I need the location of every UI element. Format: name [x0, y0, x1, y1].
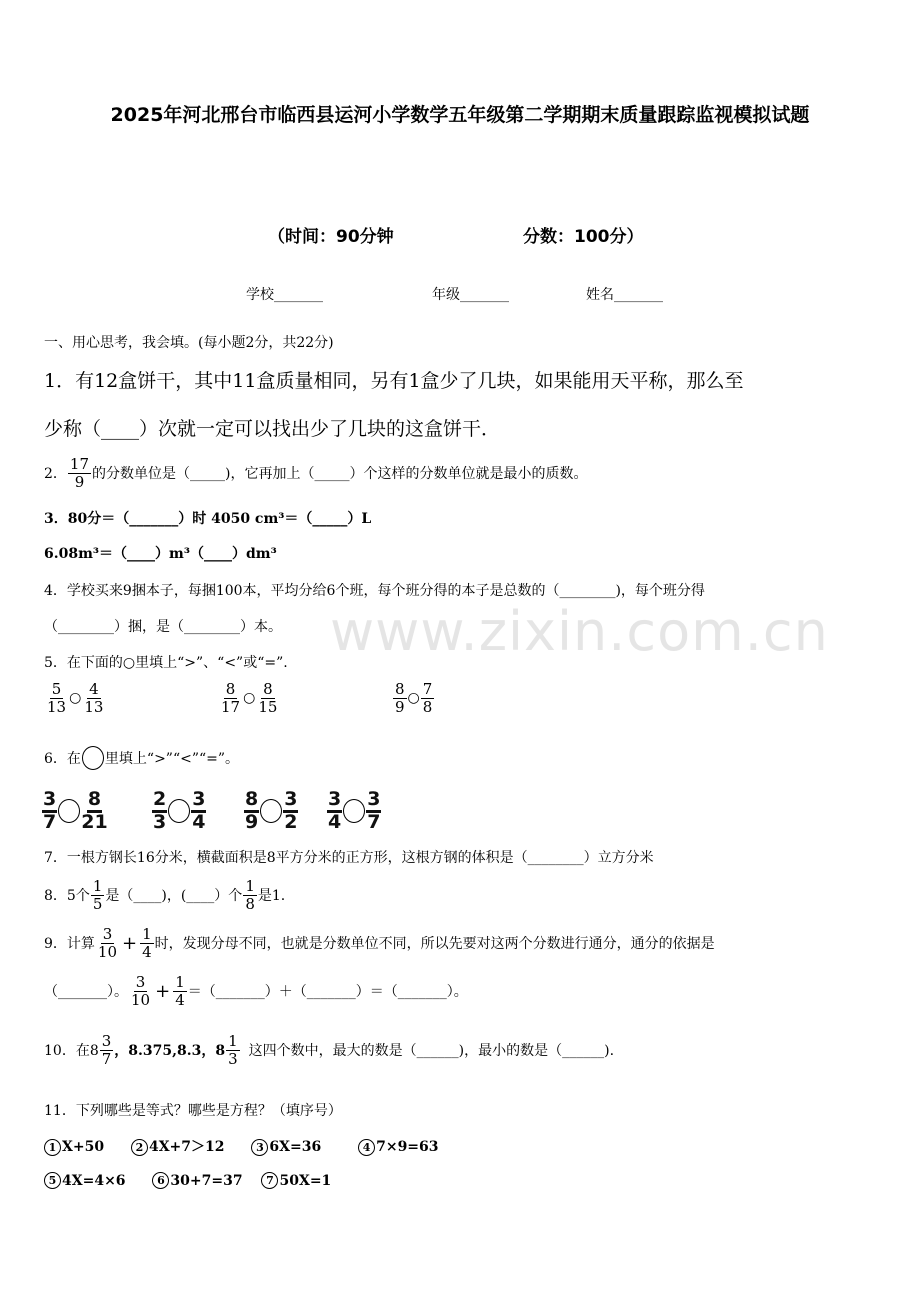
question-10-suffix: 这四个数中，最大的数是（______)，最小的数是（______). — [248, 1043, 615, 1059]
option-text: 4X=4×6 — [62, 1172, 126, 1189]
fraction — [140, 926, 154, 960]
option-3 — [251, 1139, 321, 1155]
denominator: 4 — [328, 810, 342, 833]
fraction — [91, 878, 105, 912]
option-1 — [44, 1139, 104, 1155]
compare-pair-2 — [218, 681, 280, 715]
compare-bold-4 — [327, 790, 381, 833]
fraction — [244, 790, 259, 833]
plus-sign: + — [122, 932, 138, 954]
section-heading: 一、用心思考，我会填。(每小题2分，共22分) — [44, 335, 334, 351]
compare-circle[interactable] — [58, 799, 80, 823]
numerator: 1 — [175, 973, 185, 991]
question-2 — [44, 456, 587, 490]
circled-number: 4 — [358, 1139, 375, 1156]
denominator: 21 — [81, 810, 108, 833]
fraction — [366, 790, 381, 833]
circled-number: 3 — [251, 1139, 268, 1156]
compare-circle[interactable] — [168, 799, 190, 823]
question-8-prefix: 8．5个 — [44, 888, 90, 904]
compare-bold-1 — [42, 790, 108, 833]
denominator: 4 — [192, 810, 206, 833]
option-5 — [44, 1173, 126, 1189]
question-6-suffix: 里填上“>”“<”“=”。 — [104, 751, 240, 767]
name-field[interactable]: 姓名_______ — [586, 287, 663, 303]
page-title: 2025年河北邢台市临西县运河小学数学五年级第二学期期末质量跟踪监视模拟试题 — [110, 104, 810, 126]
option-7 — [261, 1173, 331, 1189]
question-10-prefix: 10．在8 — [44, 1043, 99, 1059]
exam-time: （时间：90分钟 — [268, 227, 394, 247]
question-4-line1: 4．学校买来9捆本子，每捆100本，平均分给6个班，每个班分得的本子是总数的（________)，每个班分得 — [44, 583, 705, 599]
compare-circle[interactable] — [343, 799, 365, 823]
question-3-line1: 3．80分＝（_______）时 4050 cm³＝（_____）L — [44, 511, 372, 527]
fraction — [219, 681, 242, 715]
circled-number: 1 — [44, 1139, 61, 1156]
numerator: 7 — [422, 680, 433, 698]
numerator: 2 — [152, 790, 167, 813]
fraction — [393, 681, 407, 715]
fraction — [96, 926, 119, 960]
denominator: 9 — [74, 472, 85, 491]
compare-bold-3 — [244, 790, 298, 833]
circled-number: 2 — [131, 1139, 148, 1156]
denominator: 3 — [228, 1049, 238, 1068]
option-6 — [152, 1173, 242, 1189]
option-text: X+50 — [62, 1139, 105, 1155]
plus-sign: + — [155, 980, 171, 1002]
compare-bold-2 — [152, 790, 206, 833]
question-4-line2: （________）捆，是（________）本。 — [44, 619, 282, 635]
fraction — [226, 1033, 240, 1067]
question-number: 2． — [44, 466, 67, 482]
question-1-line1: 1．有12盒饼干，其中11盒质量相同，另有1盒少了几块，如果能用天平称，那么至 — [44, 370, 744, 392]
numerator: 1 — [245, 877, 255, 895]
denominator: 9 — [395, 697, 405, 716]
numerator: 5 — [51, 680, 62, 698]
numerator: 8 — [225, 680, 236, 698]
fraction — [68, 456, 91, 490]
watermark: www.zixin.com.cn — [330, 600, 829, 663]
denominator: 7 — [367, 810, 381, 833]
question-9-prefix: 9．计算 — [44, 936, 95, 952]
compare-pair-3 — [392, 681, 435, 715]
option-text: 7×9=63 — [376, 1139, 439, 1155]
question-8-middle: 是（____)，(____）个 — [105, 888, 243, 904]
numerator: 4 — [89, 680, 99, 698]
q11-row-2 — [44, 1172, 331, 1189]
denominator: 10 — [97, 942, 118, 961]
fraction — [81, 790, 107, 833]
circled-number: 6 — [152, 1172, 169, 1189]
question-1-line2: 少称（____）次就一定可以找出少了几块的这盒饼干． — [44, 418, 501, 440]
denominator: 4 — [175, 990, 185, 1009]
denominator: 2 — [284, 810, 298, 833]
circle-icon — [82, 746, 104, 770]
numerator: 17 — [69, 455, 90, 473]
fraction — [421, 681, 435, 715]
denominator: 13 — [47, 697, 67, 716]
option-2 — [131, 1139, 225, 1155]
question-9-line1 — [44, 926, 715, 960]
numerator: 3 — [191, 790, 206, 813]
question-8 — [44, 878, 285, 912]
denominator: 4 — [142, 942, 152, 961]
q11-row-1 — [44, 1136, 439, 1156]
fraction — [42, 790, 57, 833]
numerator: 8 — [244, 790, 259, 813]
numerator: 3 — [135, 973, 146, 991]
fraction — [283, 790, 298, 833]
denominator: 8 — [422, 697, 433, 716]
exam-score: 分数：100分） — [523, 227, 644, 247]
fraction — [256, 681, 279, 715]
denominator: 15 — [258, 697, 278, 716]
circled-number: 7 — [261, 1172, 278, 1189]
question-9-blank: （_______）。 — [44, 984, 128, 1000]
fraction — [173, 974, 187, 1008]
denominator: 8 — [245, 894, 255, 913]
question-5: 5．在下面的○里填上“>”、“<”或“=”. — [44, 655, 288, 671]
question-8-suffix: 是1. — [257, 888, 286, 904]
option-text: 30+7=37 — [170, 1172, 243, 1189]
option-4 — [358, 1139, 438, 1155]
fraction — [82, 681, 105, 715]
question-10-middle: ，8.375,8.3，8 — [114, 1043, 226, 1059]
compare-circle[interactable] — [260, 799, 282, 823]
question-11: 11．下列哪些是等式？哪些是方程？（填序号） — [44, 1103, 342, 1119]
numerator: 3 — [327, 790, 342, 813]
denominator: 9 — [245, 810, 259, 833]
denominator: 10 — [131, 990, 151, 1009]
numerator: 3 — [366, 790, 381, 813]
question-6 — [44, 746, 239, 770]
question-9-line2 — [44, 974, 468, 1008]
numerator: 8 — [263, 680, 273, 698]
numerator: 1 — [228, 1032, 238, 1050]
fraction — [243, 878, 257, 912]
option-text: 50X=1 — [279, 1172, 332, 1189]
numerator: 3 — [101, 1032, 112, 1050]
question-9-equation: ＝（_______）＋（_______）＝（_______）。 — [187, 984, 468, 1000]
compare-pair-1 — [44, 681, 106, 715]
question-9-text: 时，发现分母不同，也就是分数单位不同，所以先要对这两个分数进行通分，通分的依据是 — [154, 936, 715, 952]
fraction — [100, 1033, 114, 1067]
fraction — [129, 974, 152, 1008]
denominator: 3 — [153, 810, 167, 833]
denominator: 17 — [221, 697, 241, 716]
numerator: 1 — [92, 877, 103, 895]
denominator: 7 — [101, 1049, 112, 1068]
compare-circle[interactable]: ○ — [243, 690, 256, 706]
grade-field[interactable]: 年级_______ — [432, 287, 509, 303]
denominator: 5 — [92, 894, 103, 913]
circled-number: 5 — [44, 1172, 61, 1189]
question-10 — [44, 1033, 614, 1067]
compare-circle[interactable]: ○ — [69, 690, 82, 706]
fraction — [191, 790, 206, 833]
numerator: 8 — [87, 790, 102, 813]
compare-circle[interactable]: ○ — [407, 690, 420, 706]
question-3-line2: 6.08m³＝（____）m³（____）dm³ — [44, 546, 277, 562]
school-field[interactable]: 学校_______ — [246, 287, 323, 303]
fraction — [152, 790, 167, 833]
option-text: 4X+7＞12 — [148, 1139, 225, 1155]
fraction — [327, 790, 342, 833]
numerator: 1 — [142, 925, 152, 943]
denominator: 7 — [43, 810, 57, 833]
question-6-prefix: 6．在 — [44, 751, 81, 767]
option-text: 6X=36 — [269, 1139, 322, 1155]
question-2-text: 的分数单位是（_____)，它再加上（_____）个这样的分数单位就是最小的质数。 — [92, 466, 588, 482]
numerator: 3 — [42, 790, 57, 813]
denominator: 13 — [84, 697, 104, 716]
fraction — [45, 681, 68, 715]
numerator: 3 — [283, 790, 298, 813]
numerator: 3 — [102, 925, 113, 943]
question-7: 7．一根方钢长16分米，横截面积是8平方分米的正方形，这根方钢的体积是（________）立方分米 — [44, 850, 654, 866]
numerator: 8 — [395, 680, 405, 698]
